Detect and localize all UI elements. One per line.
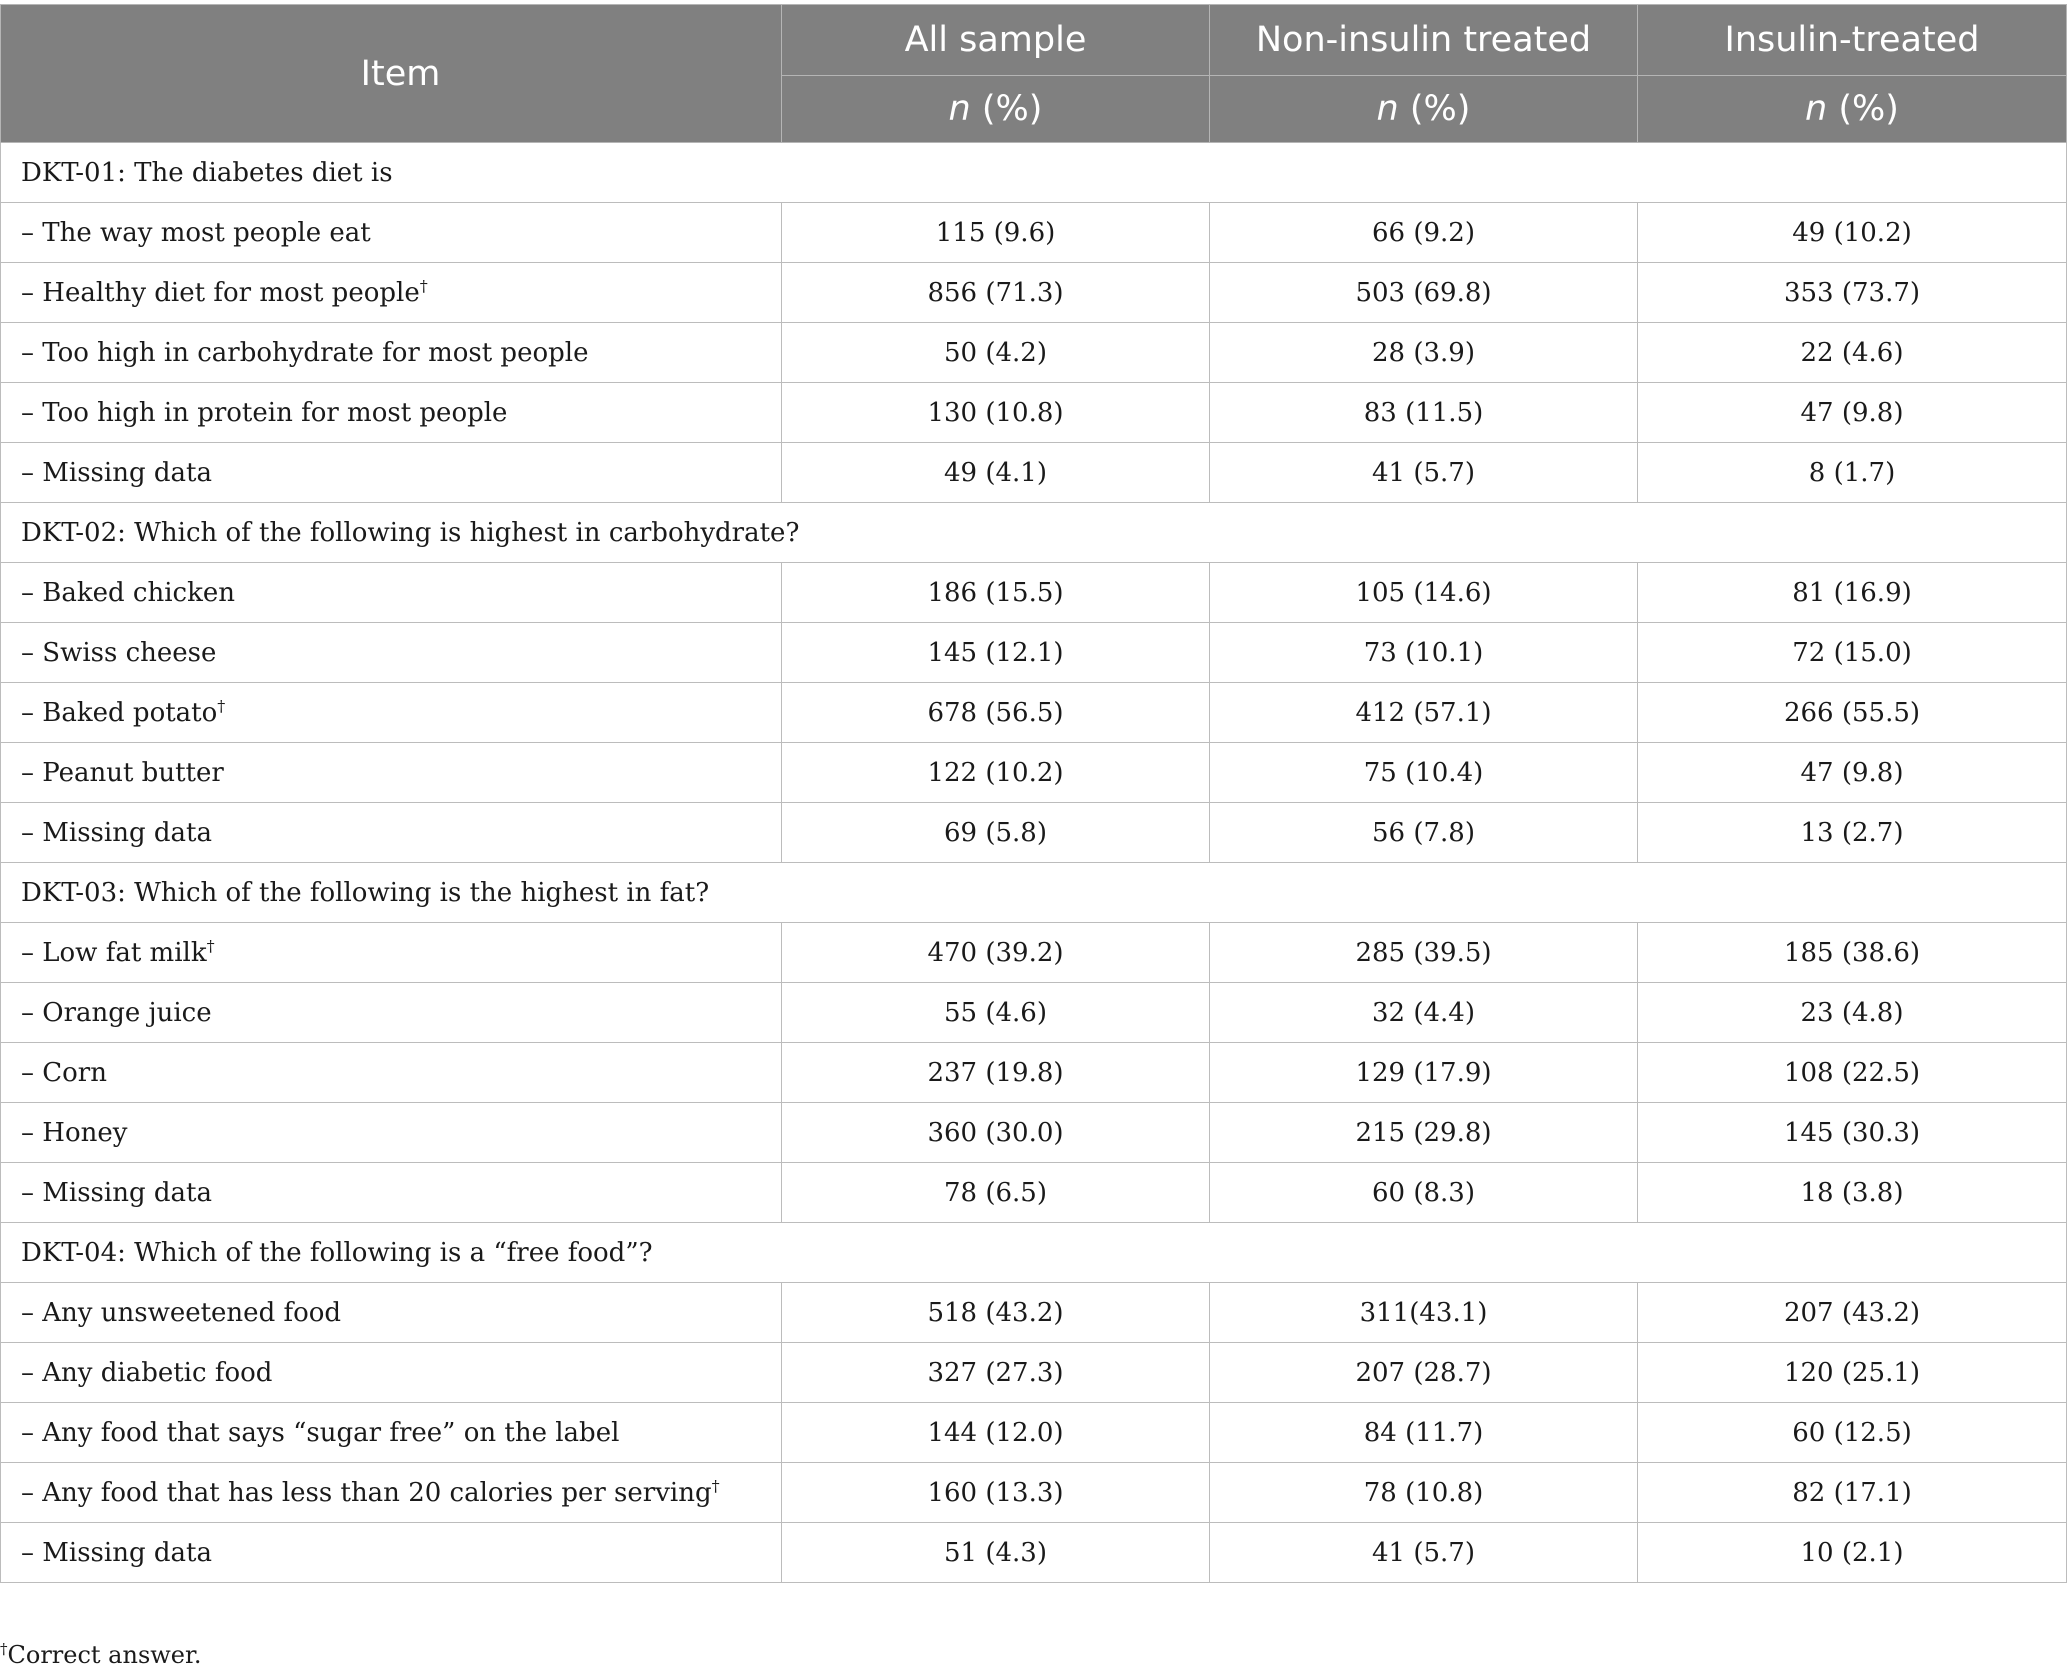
cell-all-sample: 55 (4.6) xyxy=(782,983,1210,1043)
cell-all-sample: 160 (13.3) xyxy=(782,1463,1210,1523)
cell-non-insulin: 503 (69.8) xyxy=(1210,263,1638,323)
section-row xyxy=(1,143,2067,203)
row-label: – Honey xyxy=(21,1117,128,1148)
row-label: – Missing data xyxy=(21,457,212,488)
cell-insulin: 49 (10.2) xyxy=(1638,203,2067,263)
table-row xyxy=(1,683,2067,743)
cell-insulin: 266 (55.5) xyxy=(1638,683,2067,743)
cell-non-insulin: 78 (10.8) xyxy=(1210,1463,1638,1523)
cell-non-insulin: 311(43.1) xyxy=(1210,1283,1638,1343)
row-label-cell xyxy=(1,1283,782,1343)
footnote-marker: † xyxy=(0,1640,8,1658)
cell-all-sample: 144 (12.0) xyxy=(782,1403,1210,1463)
cell-all-sample: 145 (12.1) xyxy=(782,623,1210,683)
row-label-cell xyxy=(1,1403,782,1463)
table-container xyxy=(0,4,2067,1583)
table-row xyxy=(1,323,2067,383)
subheader-pct: (%) xyxy=(1827,89,1899,129)
cell-non-insulin: 28 (3.9) xyxy=(1210,323,1638,383)
cell-non-insulin: 73 (10.1) xyxy=(1210,623,1638,683)
row-label-cell xyxy=(1,623,782,683)
cell-non-insulin: 412 (57.1) xyxy=(1210,683,1638,743)
subheader-pct: (%) xyxy=(970,89,1043,129)
row-label-cell xyxy=(1,443,782,503)
cell-insulin: 72 (15.0) xyxy=(1638,623,2067,683)
row-label: – Any food that says “sugar free” on the label xyxy=(21,1417,620,1448)
section-label: DKT-03: Which of the following is the highest in fat? xyxy=(1,863,2067,923)
cell-insulin: 8 (1.7) xyxy=(1638,443,2067,503)
cell-all-sample: 78 (6.5) xyxy=(782,1163,1210,1223)
row-label-cell xyxy=(1,1523,782,1583)
cell-all-sample: 237 (19.8) xyxy=(782,1043,1210,1103)
header-all-sample: All sample xyxy=(782,5,1210,76)
cell-all-sample: 69 (5.8) xyxy=(782,803,1210,863)
cell-insulin: 60 (12.5) xyxy=(1638,1403,2067,1463)
subheader-pct: (%) xyxy=(1398,89,1471,129)
cell-insulin: 353 (73.7) xyxy=(1638,263,2067,323)
cell-non-insulin: 41 (5.7) xyxy=(1210,1523,1638,1583)
cell-insulin: 145 (30.3) xyxy=(1638,1103,2067,1163)
section-label: DKT-02: Which of the following is highest in carbohydrate? xyxy=(1,503,2067,563)
dkt-results-table xyxy=(0,4,2067,1583)
table-row xyxy=(1,203,2067,263)
cell-all-sample: 856 (71.3) xyxy=(782,263,1210,323)
cell-all-sample: 122 (10.2) xyxy=(782,743,1210,803)
row-label: – Peanut butter xyxy=(21,757,224,788)
cell-non-insulin: 75 (10.4) xyxy=(1210,743,1638,803)
cell-non-insulin: 83 (11.5) xyxy=(1210,383,1638,443)
correct-answer-marker: † xyxy=(206,935,215,955)
row-label: – Too high in carbohydrate for most people xyxy=(21,337,589,368)
table-row xyxy=(1,1463,2067,1523)
row-label-cell xyxy=(1,683,782,743)
table-row xyxy=(1,743,2067,803)
row-label-cell xyxy=(1,1043,782,1103)
cell-insulin: 120 (25.1) xyxy=(1638,1343,2067,1403)
cell-non-insulin: 32 (4.4) xyxy=(1210,983,1638,1043)
subheader-non-insulin xyxy=(1210,76,1638,143)
cell-non-insulin: 84 (11.7) xyxy=(1210,1403,1638,1463)
row-label: – Missing data xyxy=(21,817,212,848)
row-label: – The way most people eat xyxy=(21,217,371,248)
cell-non-insulin: 56 (7.8) xyxy=(1210,803,1638,863)
header-non-insulin: Non-insulin treated xyxy=(1210,5,1638,76)
section-row xyxy=(1,863,2067,923)
row-label: – Any food that has less than 20 calories per serving xyxy=(21,1477,712,1508)
section-label: DKT-04: Which of the following is a “free food”? xyxy=(1,1223,2067,1283)
table-row xyxy=(1,383,2067,443)
cell-all-sample: 360 (30.0) xyxy=(782,1103,1210,1163)
cell-insulin: 47 (9.8) xyxy=(1638,743,2067,803)
row-label: – Missing data xyxy=(21,1537,212,1568)
cell-all-sample: 327 (27.3) xyxy=(782,1343,1210,1403)
cell-insulin: 18 (3.8) xyxy=(1638,1163,2067,1223)
row-label-cell xyxy=(1,923,782,983)
cell-all-sample: 518 (43.2) xyxy=(782,1283,1210,1343)
row-label-cell xyxy=(1,1103,782,1163)
section-row xyxy=(1,1223,2067,1283)
correct-answer-marker: † xyxy=(711,1475,720,1495)
cell-all-sample: 51 (4.3) xyxy=(782,1523,1210,1583)
cell-all-sample: 470 (39.2) xyxy=(782,923,1210,983)
row-label: – Orange juice xyxy=(21,997,212,1028)
subheader-n: n xyxy=(1805,89,1828,129)
cell-non-insulin: 41 (5.7) xyxy=(1210,443,1638,503)
row-label: – Missing data xyxy=(21,1177,212,1208)
cell-non-insulin: 129 (17.9) xyxy=(1210,1043,1638,1103)
cell-insulin: 185 (38.6) xyxy=(1638,923,2067,983)
row-label: – Any unsweetened food xyxy=(21,1297,342,1328)
table-row xyxy=(1,1163,2067,1223)
row-label-cell xyxy=(1,1343,782,1403)
row-label-cell xyxy=(1,323,782,383)
subheader-insulin xyxy=(1638,76,2067,143)
table-row xyxy=(1,623,2067,683)
row-label-cell xyxy=(1,1463,782,1523)
row-label: – Too high in protein for most people xyxy=(21,397,508,428)
row-label-cell xyxy=(1,743,782,803)
row-label: – Low fat milk xyxy=(21,937,207,968)
section-row xyxy=(1,503,2067,563)
table-row xyxy=(1,1343,2067,1403)
table-row xyxy=(1,983,2067,1043)
cell-all-sample: 115 (9.6) xyxy=(782,203,1210,263)
cell-insulin: 207 (43.2) xyxy=(1638,1283,2067,1343)
cell-insulin: 22 (4.6) xyxy=(1638,323,2067,383)
table-row xyxy=(1,1523,2067,1583)
table-row xyxy=(1,803,2067,863)
cell-all-sample: 49 (4.1) xyxy=(782,443,1210,503)
cell-insulin: 82 (17.1) xyxy=(1638,1463,2067,1523)
row-label-cell xyxy=(1,383,782,443)
row-label: – Any diabetic food xyxy=(21,1357,273,1388)
row-label-cell xyxy=(1,263,782,323)
cell-non-insulin: 105 (14.6) xyxy=(1210,563,1638,623)
row-label: – Baked chicken xyxy=(21,577,235,608)
table-body xyxy=(1,143,2067,1583)
cell-all-sample: 50 (4.2) xyxy=(782,323,1210,383)
table-row xyxy=(1,563,2067,623)
cell-all-sample: 186 (15.5) xyxy=(782,563,1210,623)
cell-all-sample: 678 (56.5) xyxy=(782,683,1210,743)
header-item: Item xyxy=(1,5,782,143)
table-row xyxy=(1,263,2067,323)
table-header xyxy=(1,5,2067,143)
cell-non-insulin: 215 (29.8) xyxy=(1210,1103,1638,1163)
row-label: – Swiss cheese xyxy=(21,637,217,668)
subheader-all-sample xyxy=(782,76,1210,143)
row-label: – Corn xyxy=(21,1057,107,1088)
row-label-cell xyxy=(1,803,782,863)
row-label-cell xyxy=(1,203,782,263)
table-row xyxy=(1,443,2067,503)
table-row xyxy=(1,1103,2067,1163)
cell-insulin: 13 (2.7) xyxy=(1638,803,2067,863)
header-insulin: Insulin-treated xyxy=(1638,5,2067,76)
footnote xyxy=(0,1640,201,1669)
table-row xyxy=(1,1043,2067,1103)
cell-insulin: 23 (4.8) xyxy=(1638,983,2067,1043)
cell-insulin: 47 (9.8) xyxy=(1638,383,2067,443)
cell-insulin: 81 (16.9) xyxy=(1638,563,2067,623)
table-row xyxy=(1,1403,2067,1463)
cell-non-insulin: 60 (8.3) xyxy=(1210,1163,1638,1223)
subheader-n: n xyxy=(948,89,971,129)
cell-insulin: 10 (2.1) xyxy=(1638,1523,2067,1583)
correct-answer-marker: † xyxy=(217,695,226,715)
cell-non-insulin: 66 (9.2) xyxy=(1210,203,1638,263)
table-row xyxy=(1,1283,2067,1343)
correct-answer-marker: † xyxy=(419,275,428,295)
cell-insulin: 108 (22.5) xyxy=(1638,1043,2067,1103)
row-label-cell xyxy=(1,1163,782,1223)
row-label: – Healthy diet for most people xyxy=(21,277,420,308)
footnote-text: Correct answer. xyxy=(7,1641,202,1669)
table-row xyxy=(1,923,2067,983)
cell-non-insulin: 207 (28.7) xyxy=(1210,1343,1638,1403)
cell-non-insulin: 285 (39.5) xyxy=(1210,923,1638,983)
section-label: DKT-01: The diabetes diet is xyxy=(1,143,2067,203)
row-label-cell xyxy=(1,563,782,623)
subheader-n: n xyxy=(1376,89,1399,129)
cell-all-sample: 130 (10.8) xyxy=(782,383,1210,443)
row-label: – Baked potato xyxy=(21,697,218,728)
row-label-cell xyxy=(1,983,782,1043)
